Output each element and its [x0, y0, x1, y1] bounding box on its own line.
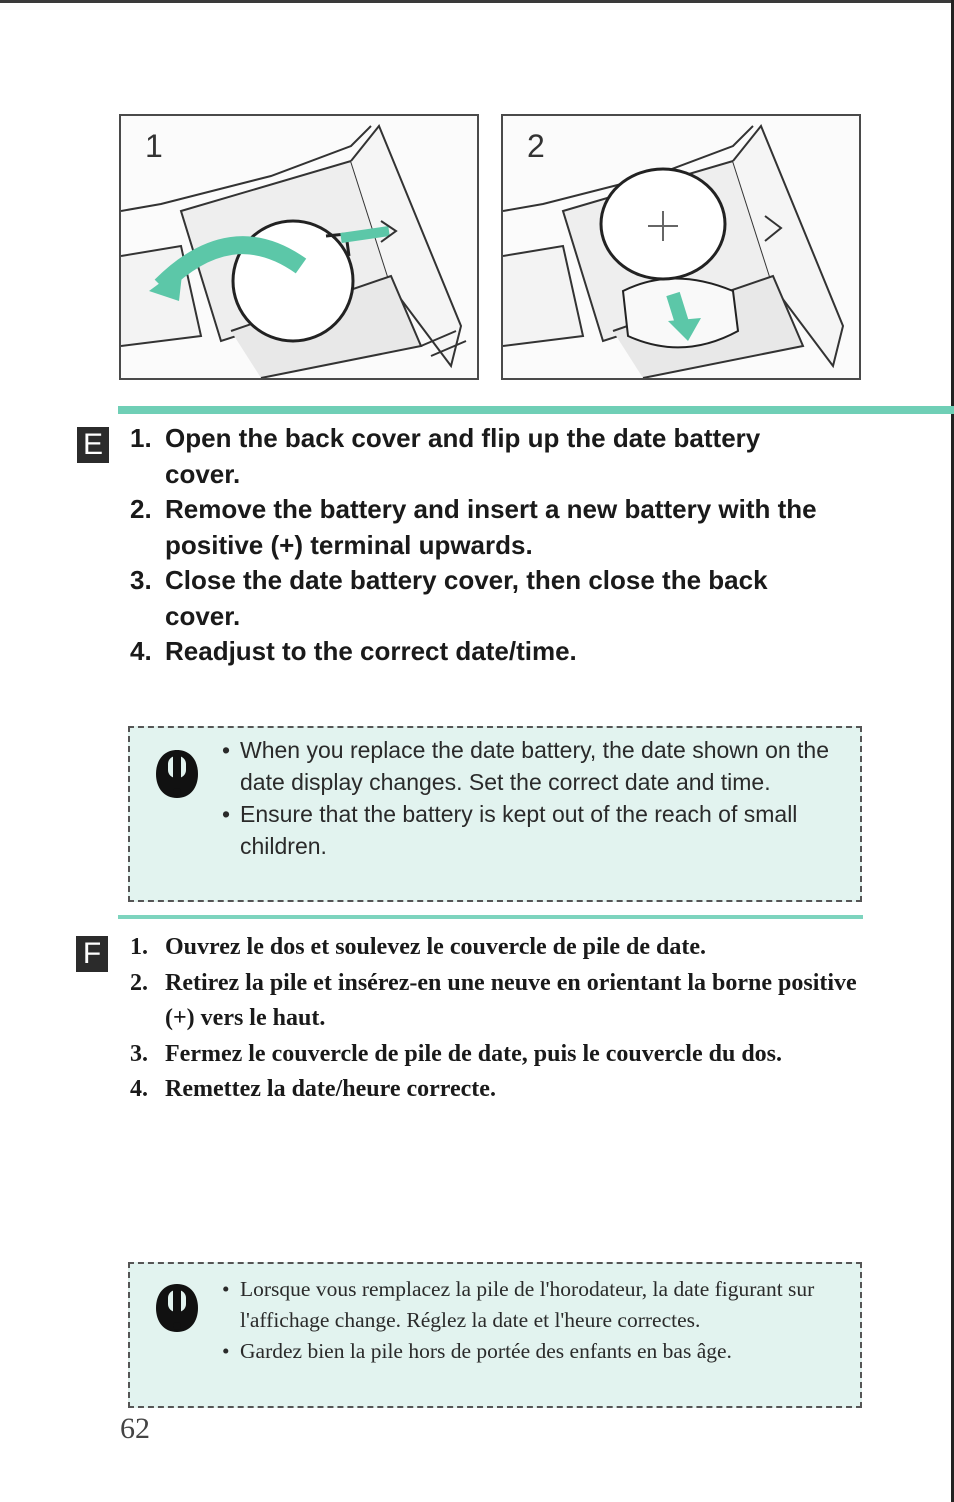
step-number: 4. — [130, 636, 152, 666]
list-item — [130, 634, 830, 670]
caution-icon — [152, 748, 202, 802]
caution-list — [222, 734, 842, 862]
step-text: Close the date battery cover, then close the back cover. — [165, 565, 768, 631]
list-item: • Gardez bien la pile hors de portée des enfants en bas âge. — [222, 1336, 842, 1367]
camera-battery-compartment-drawing-2 — [503, 116, 859, 378]
step-number: 3. — [130, 1040, 148, 1067]
french-instructions — [130, 930, 860, 1108]
step-number: 2. — [130, 494, 152, 524]
list-item — [130, 930, 860, 966]
caution-note-english — [128, 726, 862, 902]
page-edge-top — [0, 0, 954, 3]
caution-list — [222, 1274, 842, 1367]
step-text: Ouvrez le dos et soulevez le couvercle de pile de date. — [165, 934, 706, 960]
figure-number: 2 — [527, 128, 545, 164]
english-instructions — [130, 421, 830, 670]
illustration-insert-battery — [501, 114, 861, 380]
list-item — [130, 1037, 860, 1073]
list-item: • When you replace the date battery, the date shown on the date display changes. Set the correct date and time. — [222, 734, 842, 798]
section-divider — [118, 406, 954, 414]
illustration-open-battery-cover — [119, 114, 479, 380]
list-item — [130, 563, 830, 634]
language-badge-french: F — [76, 936, 108, 972]
step-number: 3. — [130, 565, 152, 595]
list-item — [130, 1072, 860, 1108]
step-number: 4. — [130, 1076, 148, 1102]
step-text: Open the back cover and flip up the date battery cover. — [165, 423, 761, 489]
step-text: Fermez le couvercle de pile de date, puis le couvercle du dos. — [165, 1040, 783, 1067]
step-text: Remettez la date/heure correcte. — [165, 1076, 496, 1102]
caution-icon — [152, 1282, 202, 1336]
section-divider — [118, 915, 863, 919]
camera-battery-compartment-drawing-1 — [121, 116, 477, 378]
list-item — [130, 966, 860, 1037]
list-item: • Lorsque vous remplacez la pile de l'horodateur, la date figurant sur l'affichage change. Réglez la date et l'heure correctes. — [222, 1274, 842, 1336]
step-number: 1. — [130, 934, 148, 960]
figure-number: 1 — [145, 128, 163, 164]
step-number: 2. — [130, 969, 148, 996]
page-number: 62 — [120, 1412, 150, 1445]
list-item — [130, 421, 830, 492]
step-text: Remove the battery and insert a new battery with the positive (+) terminal upwards. — [165, 494, 817, 560]
list-item — [130, 492, 830, 563]
step-number: 1. — [130, 423, 152, 453]
step-text: Readjust to the correct date/time. — [165, 636, 577, 666]
language-badge-english: E — [77, 427, 109, 463]
step-text: Retirez la pile et insérez-en une neuve en orientant la borne positive (+) vers le haut. — [165, 969, 857, 1031]
list-item: • Ensure that the battery is kept out of the reach of small children. — [222, 798, 842, 862]
caution-note-french — [128, 1262, 862, 1408]
